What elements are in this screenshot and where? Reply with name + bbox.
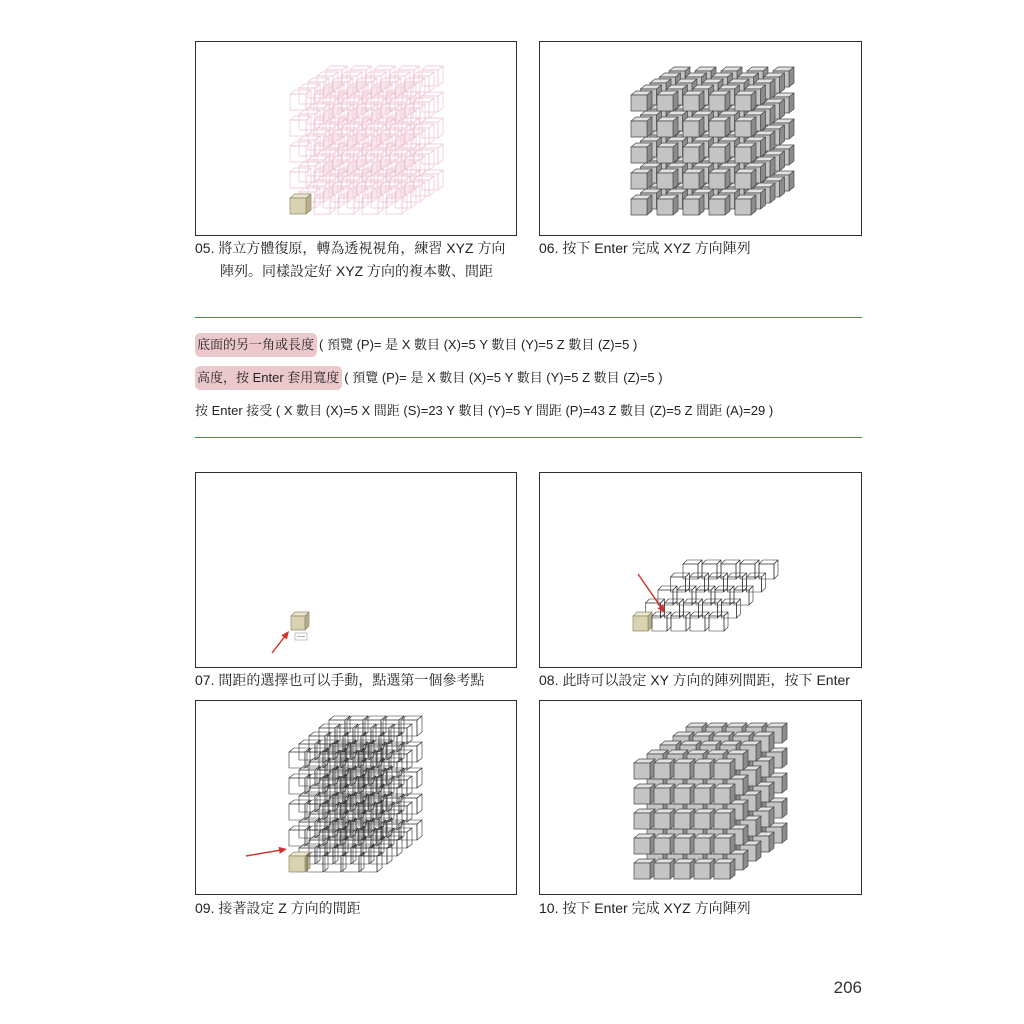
cube <box>690 573 709 592</box>
cube <box>709 143 730 163</box>
cube <box>683 560 702 579</box>
screenshot-panel-06 <box>539 41 862 236</box>
cube <box>291 612 309 630</box>
cube <box>634 759 655 779</box>
page-number: 206 <box>833 978 862 997</box>
red-arrow <box>272 631 289 653</box>
cube <box>696 586 715 605</box>
cube <box>709 169 730 189</box>
command-values: ( 預覽 (P)= 是 X 數目 (X)=5 Y 數目 (Y)=5 Z 數目 (Z)=5 ) <box>319 337 638 352</box>
caption-05-line2: 陣列。同樣設定好 XYZ 方向的複本數、間距 <box>220 263 494 279</box>
cube <box>709 195 730 215</box>
cube <box>674 784 695 804</box>
cube <box>683 169 704 189</box>
cube <box>677 586 696 605</box>
caption-10: 10. 按下 Enter 完成 XYZ 方向陣列 <box>539 900 751 916</box>
cube <box>735 195 756 215</box>
cube <box>657 117 678 137</box>
cube <box>684 599 703 618</box>
command-prompt-highlight: 高度，按 Enter 套用寬度 <box>195 366 342 390</box>
cube <box>631 117 652 137</box>
cube <box>735 117 756 137</box>
cube <box>654 759 675 779</box>
cube <box>694 809 715 829</box>
cube-array-illustration <box>196 701 516 894</box>
screenshot-panel-05 <box>195 41 517 236</box>
caption-08: 08. 此時可以設定 XY 方向的陣列間距，按下 Enter <box>539 672 850 688</box>
cube <box>694 784 715 804</box>
caption-09: 09. 接著設定 Z 方向的間距 <box>195 900 361 916</box>
divider-bottom <box>195 437 862 438</box>
cube <box>709 612 728 631</box>
caption-05: 05. 將立方體復原，轉為透視視角，練習 XYZ 方向 <box>195 240 506 256</box>
cube <box>735 169 756 189</box>
cube <box>654 784 675 804</box>
screenshot-panel-07 <box>195 472 517 668</box>
cube <box>671 612 690 631</box>
cube <box>290 194 311 214</box>
cube <box>665 599 684 618</box>
command-line-3: 按 Enter 接受 ( X 數目 (X)=5 X 間距 (S)=23 Y 數目 (Y)=5 Y 間距 (P)=43 Z 數目 (Z)=5 Z 間距 (A)=29 ) <box>195 403 774 418</box>
snap-tooltip <box>295 633 307 640</box>
cube <box>709 91 730 111</box>
cube <box>633 612 652 631</box>
cube <box>674 759 695 779</box>
cube <box>631 195 652 215</box>
cube <box>740 560 759 579</box>
cube <box>722 599 741 618</box>
screenshot-panel-10 <box>539 700 862 895</box>
cube <box>634 859 655 879</box>
command-values: ( 預覽 (P)= 是 X 數目 (X)=5 Y 數目 (Y)=5 Z 數目 (Z)=5 ) <box>344 370 663 385</box>
cube-array-illustration <box>196 473 516 667</box>
cube <box>657 169 678 189</box>
cube <box>703 599 722 618</box>
command-prompt-highlight: 底面的另一角或長度 <box>195 333 317 357</box>
cube <box>683 91 704 111</box>
cube <box>734 586 753 605</box>
cube <box>683 117 704 137</box>
cube <box>721 560 740 579</box>
cube <box>634 834 655 854</box>
red-arrow <box>638 574 665 613</box>
cube <box>759 560 778 579</box>
cube <box>654 809 675 829</box>
cube <box>714 834 735 854</box>
cube <box>714 859 735 879</box>
command-line-2 <box>195 366 663 390</box>
cube <box>714 784 735 804</box>
cube <box>735 143 756 163</box>
cube <box>654 834 675 854</box>
cube <box>715 586 734 605</box>
cube-array-illustration <box>540 473 861 667</box>
cube <box>631 143 652 163</box>
screenshot-panel-08 <box>539 472 862 668</box>
cube <box>671 573 690 592</box>
cube <box>634 809 655 829</box>
cube <box>728 573 747 592</box>
cube <box>674 859 695 879</box>
cube <box>702 560 721 579</box>
cube <box>694 834 715 854</box>
cube <box>634 784 655 804</box>
cube-array-illustration <box>540 42 861 235</box>
cube <box>709 573 728 592</box>
cube-array-illustration <box>196 42 516 235</box>
command-line-1 <box>195 333 637 357</box>
cube <box>714 809 735 829</box>
cube <box>694 859 715 879</box>
red-arrow <box>246 847 287 856</box>
cube <box>631 169 652 189</box>
cube <box>657 195 678 215</box>
cube <box>709 117 730 137</box>
cube <box>735 91 756 111</box>
cube <box>683 195 704 215</box>
cube <box>631 91 652 111</box>
cube <box>658 586 677 605</box>
cube <box>654 859 675 879</box>
cube <box>657 91 678 111</box>
divider-top <box>195 317 862 318</box>
caption-06: 06. 按下 Enter 完成 XYZ 方向陣列 <box>539 240 751 256</box>
cube <box>747 573 766 592</box>
cube <box>652 612 671 631</box>
cube <box>674 834 695 854</box>
cube <box>694 759 715 779</box>
cube <box>683 143 704 163</box>
screenshot-panel-09 <box>195 700 517 895</box>
caption-07: 07. 間距的選擇也可以手動，點選第一個參考點 <box>195 672 485 688</box>
cube <box>690 612 709 631</box>
cube <box>674 809 695 829</box>
cube-array-illustration <box>540 701 861 894</box>
cube <box>657 143 678 163</box>
cube <box>714 759 735 779</box>
